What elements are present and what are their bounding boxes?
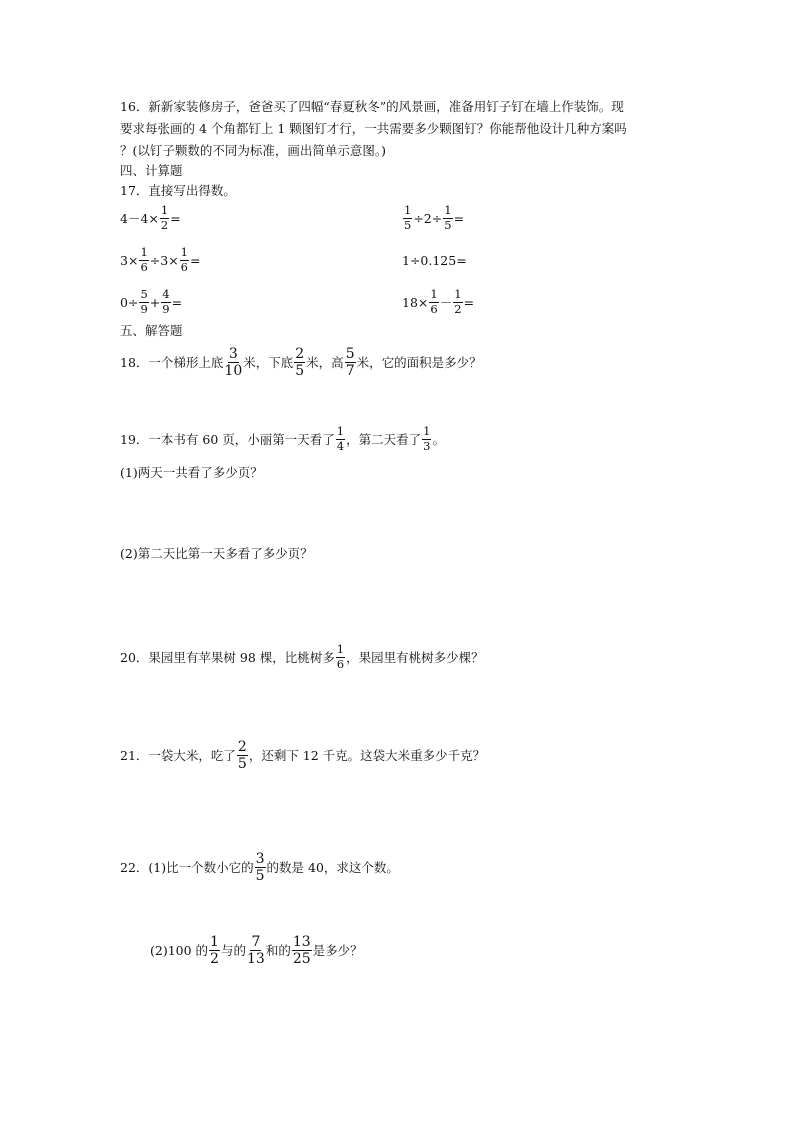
- q19-part2: (2)第二天比第一天多看了多少页？: [120, 546, 313, 561]
- expr-text: 18×: [402, 294, 429, 310]
- numerator: 5: [140, 287, 148, 301]
- question-text: 的数是 40，求这个数。: [266, 860, 399, 875]
- question-text: 20．果园里有苹果树 98 棵，比桃树多: [120, 650, 335, 665]
- question-text: ，还剩下 12 千克。这袋大米重多少千克？: [248, 748, 486, 763]
- expr-text: =: [190, 252, 201, 268]
- section-heading-word-problems: 五、解答题: [120, 323, 183, 338]
- q17-title: 17．直接写出得数。: [120, 183, 236, 198]
- q16-line3: ？(以钉子颗数的不同为标准，画出简单示意图。): [120, 143, 387, 158]
- q17-expr-2: [402, 202, 464, 234]
- denominator: 4: [336, 438, 345, 453]
- denominator: 10: [224, 362, 243, 379]
- expr-text: 3×: [120, 252, 139, 268]
- q17-expr-5: [120, 286, 182, 318]
- numerator: 2: [237, 738, 247, 755]
- numerator: 1: [454, 287, 462, 301]
- question-text: 18．一个梯形上底: [120, 355, 224, 370]
- fraction: [453, 289, 462, 315]
- question-text: 和的: [265, 943, 291, 958]
- question-text: 19．一本书有 60 页，小丽第一天看了: [120, 432, 335, 447]
- q18: [120, 342, 482, 382]
- denominator: 6: [140, 259, 148, 274]
- expr-text: －: [439, 295, 453, 310]
- denominator: 5: [255, 867, 265, 884]
- q20: [120, 640, 484, 674]
- fraction: [294, 347, 305, 378]
- question-text: (2)100 的: [150, 943, 209, 958]
- expr-text: ÷3×: [149, 252, 179, 268]
- fraction: [336, 644, 345, 670]
- fraction: [224, 347, 242, 378]
- expr-text: =: [170, 210, 181, 226]
- denominator: 9: [162, 301, 170, 316]
- fraction: [180, 247, 189, 273]
- denominator: 6: [180, 259, 188, 274]
- denominator: 2: [210, 950, 219, 967]
- numerator: 3: [255, 850, 265, 867]
- q17-expr-6: [402, 286, 474, 318]
- q17-expr-1: [120, 202, 181, 234]
- denominator: 2: [454, 301, 462, 316]
- numerator: 4: [162, 287, 170, 301]
- fraction: [443, 205, 452, 231]
- fraction: [336, 426, 345, 452]
- expr-text: =: [463, 294, 475, 310]
- numerator: 1: [430, 287, 438, 301]
- expr-text: +: [149, 294, 161, 310]
- denominator: 5: [404, 217, 412, 232]
- fraction: [345, 347, 356, 378]
- question-text: ，第二天看了: [346, 432, 422, 447]
- fraction: [161, 289, 170, 315]
- numerator: 1: [336, 424, 345, 438]
- fraction: [255, 852, 266, 883]
- denominator: 5: [295, 362, 305, 379]
- question-text: 米，它的面积是多少？: [356, 355, 482, 370]
- fraction: [422, 426, 431, 452]
- fraction: [209, 935, 220, 966]
- numerator: 3: [228, 345, 238, 362]
- question-text: 是多少？: [312, 943, 363, 958]
- question-text: 22．(1)比一个数小它的: [120, 860, 254, 875]
- expr-text: =: [453, 210, 465, 226]
- numerator: 1: [160, 203, 169, 217]
- denominator: 2: [160, 217, 169, 232]
- question-text: 米，下底: [243, 355, 294, 370]
- numerator: 13: [292, 933, 311, 950]
- q22-part2: [150, 930, 363, 970]
- q19: [120, 422, 445, 456]
- q17-expr-3: [120, 244, 200, 276]
- denominator: 9: [140, 301, 148, 316]
- numerator: 5: [345, 345, 355, 362]
- expr-text: 4－4×: [120, 211, 159, 226]
- question-text: 米，高: [306, 355, 344, 370]
- q21: [120, 735, 485, 775]
- q22-part1: [120, 847, 399, 887]
- numerator: 1: [140, 245, 148, 259]
- denominator: 7: [345, 362, 355, 379]
- fraction: [403, 205, 412, 231]
- fraction: [237, 740, 248, 771]
- fraction: [139, 247, 148, 273]
- expr-text: =: [171, 294, 183, 310]
- expr-text: 0÷: [120, 294, 139, 310]
- expr-text: 1÷0.125=: [402, 252, 467, 268]
- denominator: 5: [444, 217, 452, 232]
- question-text: 。: [432, 432, 445, 447]
- denominator: 6: [336, 656, 345, 671]
- numerator: 1: [444, 203, 452, 217]
- fraction: [429, 289, 438, 315]
- numerator: 2: [295, 345, 305, 362]
- fraction: [160, 205, 169, 231]
- numerator: 1: [336, 642, 345, 656]
- denominator: 6: [430, 301, 438, 316]
- numerator: 1: [404, 203, 412, 217]
- q19-part1: (1)两天一共看了多少页？: [120, 465, 263, 480]
- q17-expr-4: [402, 244, 467, 276]
- numerator: 1: [210, 933, 219, 950]
- denominator: 13: [246, 950, 265, 967]
- fraction: [247, 935, 265, 966]
- question-text: ，果园里有桃树多少棵？: [346, 650, 484, 665]
- q16-line1: 16．新新家装修房子，爸爸买了四幅“春夏秋冬”的风景画，准备用钉子钉在墙上作装饰。现: [120, 99, 624, 114]
- question-text: 与的: [220, 943, 246, 958]
- q16-line2: 要求每张画的 4 个角都钉上 1 颗图钉才行，一共需要多少颗图钉？你能帮他设计几种方案吗: [120, 121, 627, 136]
- numerator: 1: [180, 245, 188, 259]
- fraction: [292, 935, 312, 966]
- denominator: 25: [292, 950, 311, 967]
- expr-text: ÷2÷: [413, 210, 443, 226]
- denominator: 3: [423, 438, 431, 453]
- question-text: 21．一袋大米，吃了: [120, 748, 236, 763]
- denominator: 5: [237, 755, 247, 772]
- fraction: [139, 289, 148, 315]
- numerator: 1: [423, 424, 431, 438]
- numerator: 7: [251, 933, 261, 950]
- section-heading-calculation: 四、计算题: [120, 163, 183, 178]
